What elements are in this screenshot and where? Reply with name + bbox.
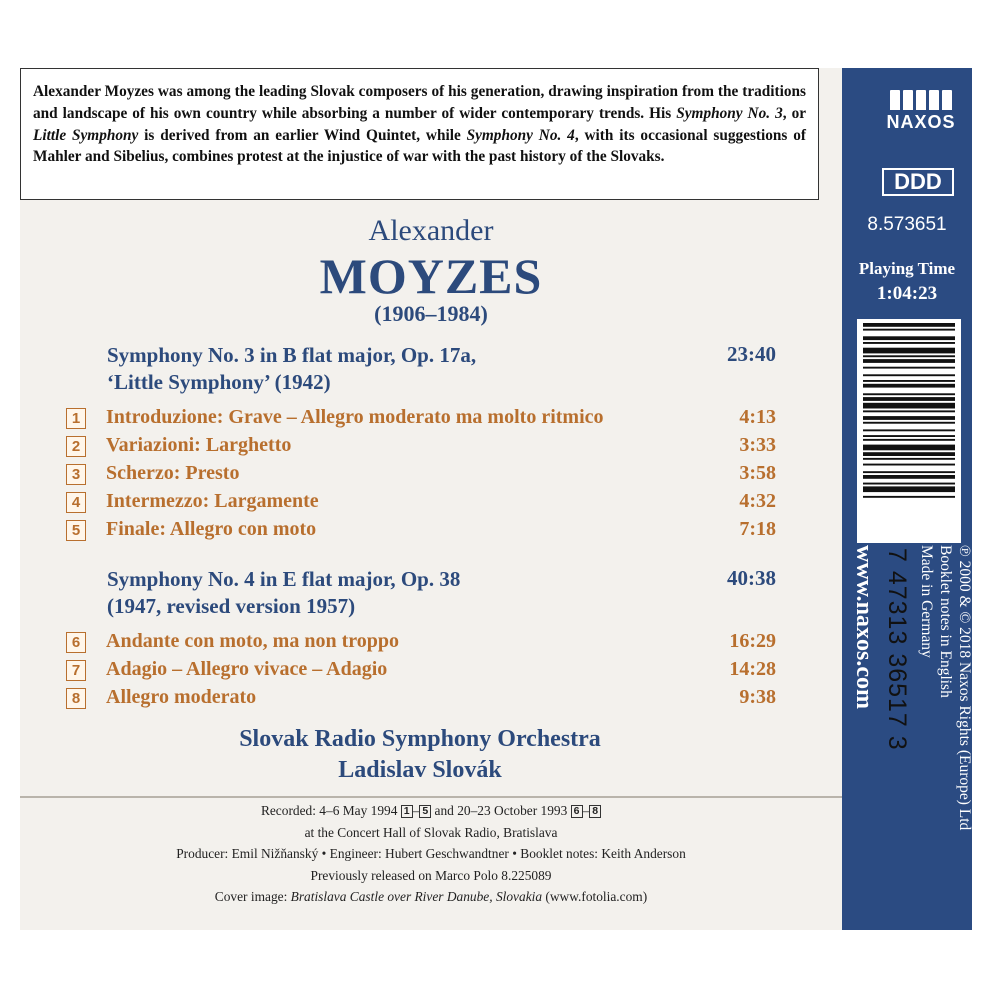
credits-recorded	[20, 800, 842, 822]
track-title: Variazioni: Larghetto	[106, 434, 292, 456]
composer-last-name: MOYZES	[319, 248, 543, 304]
track-ref: 5	[419, 805, 431, 818]
track-time: 14:28	[729, 658, 776, 680]
track-time: 9:38	[739, 686, 776, 708]
track-time: 16:29	[729, 630, 776, 652]
track-time: 3:58	[739, 462, 776, 484]
track-row	[66, 518, 776, 544]
track-number: 3	[66, 464, 86, 485]
track-title: Introduzione: Grave – Allegro moderato ma molto ritmico	[106, 406, 604, 428]
description-italic: Symphony No. 3	[676, 104, 783, 122]
rights-line: ℗ 2000 & © 2018 Naxos Rights (Europe) Ltd	[956, 545, 973, 831]
credits-previously: Previously released on Marco Polo 8.225089	[310, 867, 552, 883]
cover-source: (www.fotolia.com)	[542, 889, 648, 904]
track-row	[66, 462, 776, 488]
barcode-icon	[857, 319, 961, 543]
track-ref: 6	[571, 805, 583, 818]
track-ref: 1	[401, 805, 413, 818]
work-duration-2: 40:38	[727, 566, 776, 590]
composer-first-name: Alexander	[368, 214, 494, 247]
logo-pillars-icon	[876, 86, 966, 110]
description-italic: Symphony No. 4	[466, 126, 575, 144]
description-text	[33, 81, 806, 168]
ddd-badge: DDD	[882, 168, 954, 196]
orchestra: Slovak Radio Symphony Orchestra	[239, 726, 601, 752]
track-row	[66, 434, 776, 460]
divider	[20, 796, 842, 798]
work-title-line: ‘Little Symphony’ (1942)	[107, 370, 331, 394]
track-ref-dash: –	[412, 803, 420, 818]
description-part: is derived from an earlier Wind Quintet, while	[138, 126, 467, 144]
naxos-logo	[876, 86, 966, 133]
playing-time-value: 1:04:23	[876, 283, 938, 304]
work-title-1	[107, 342, 476, 396]
track-title: Intermezzo: Largamente	[106, 490, 319, 512]
rights-line: Made in Germany	[918, 545, 935, 658]
description-italic: Little Symphony	[33, 126, 139, 144]
description-box	[20, 68, 819, 200]
track-row	[66, 686, 776, 712]
track-row	[66, 406, 776, 432]
website: www.naxos.com	[851, 545, 877, 710]
description-part: , with its occasional suggestions of Mahler and Sibelius, combines protest at the injustice of war with the past history of the Slovaks.	[33, 126, 806, 166]
track-time: 3:33	[739, 434, 776, 456]
track-title: Finale: Allegro con moto	[106, 518, 317, 540]
track-ref-dash: –	[582, 803, 590, 818]
logo-wordmark: NAXOS	[886, 112, 956, 132]
track-number: 2	[66, 436, 86, 457]
track-number: 5	[66, 520, 86, 541]
rights-line: Booklet notes in English	[937, 545, 954, 698]
track-ref: 8	[589, 805, 601, 818]
track-row	[66, 658, 776, 684]
description-part: Alexander Moyzes was among the leading Slovak composers of his generation, drawing inspiration from the traditions and landscape of his own country while absorbing a number of wider contemporary trends. His	[33, 83, 806, 122]
track-time: 7:18	[739, 518, 776, 540]
description-part: , or	[782, 104, 807, 122]
rights-text	[917, 545, 974, 830]
playing-time-label: Playing Time	[858, 259, 956, 278]
track-title: Allegro moderato	[106, 686, 257, 708]
work-title-2	[107, 566, 460, 620]
track-time: 4:13	[739, 406, 776, 428]
track-number: 7	[66, 660, 86, 681]
recorded-date: Recorded: 4–6 May 1994	[260, 803, 398, 818]
recorded-date: and 20–23 October 1993	[434, 803, 568, 818]
barcode-digits: 7 47313 36517 3	[883, 548, 911, 751]
credits-venue: at the Concert Hall of Slovak Radio, Bratislava	[304, 824, 558, 840]
track-title: Scherzo: Presto	[106, 462, 240, 484]
cover-title: Bratislava Castle over River Danube, Slovakia	[290, 889, 543, 904]
conductor: Ladislav Slovák	[338, 757, 502, 783]
track-title: Adagio – Allegro vivace – Adagio	[106, 658, 388, 680]
track-number: 1	[66, 408, 86, 429]
work-duration-1: 23:40	[727, 342, 776, 366]
track-number: 6	[66, 632, 86, 653]
composer-years: (1906–1984)	[374, 301, 488, 326]
work-title-line: Symphony No. 3 in B flat major, Op. 17a,	[107, 343, 477, 367]
credits-producer: Producer: Emil Nižňanský • Engineer: Hubert Geschwandtner • Booklet notes: Keith Anderson	[176, 846, 686, 861]
credits-cover	[20, 886, 842, 908]
cover-label: Cover image:	[214, 889, 291, 904]
track-number: 4	[66, 492, 86, 513]
track-row	[66, 490, 776, 516]
catalogue-number: 8.573651	[867, 214, 947, 235]
recording-credits	[20, 800, 842, 908]
track-row	[66, 630, 776, 656]
track-time: 4:32	[739, 490, 776, 512]
track-number: 8	[66, 688, 86, 709]
work-title-line: (1947, revised version 1957)	[107, 594, 356, 618]
track-title: Andante con moto, ma non troppo	[106, 630, 399, 652]
work-title-line: Symphony No. 4 in E flat major, Op. 38	[107, 567, 461, 591]
